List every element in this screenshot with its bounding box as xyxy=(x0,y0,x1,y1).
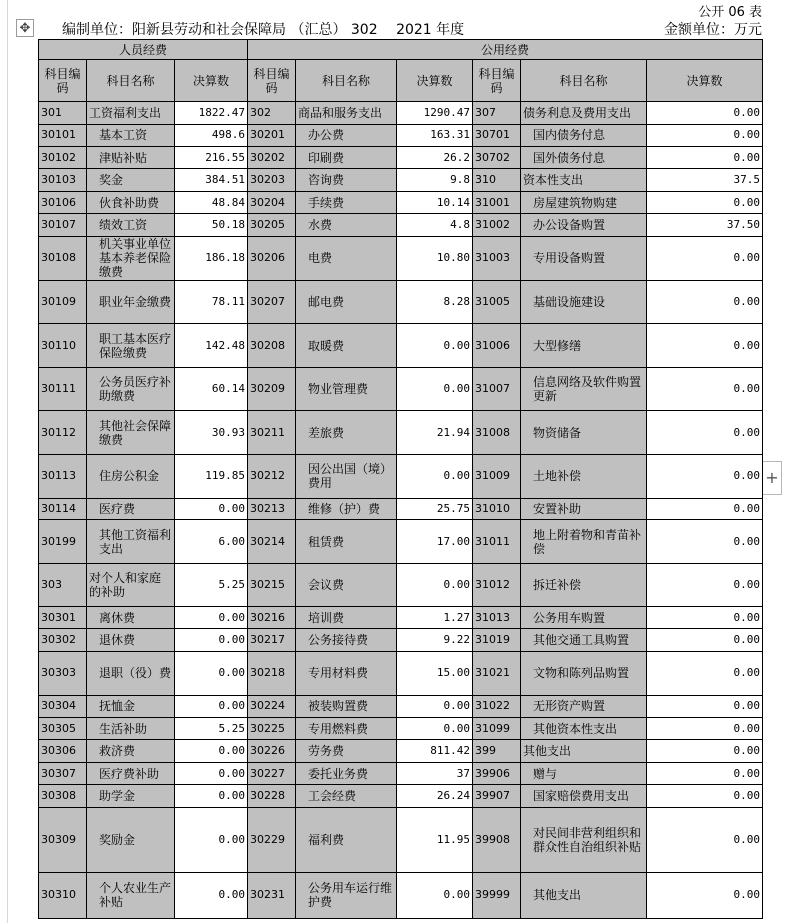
unit-label: 编制单位：阳新县劳动和社会保障局 （汇总） 302 xyxy=(62,22,378,38)
subject-name-cell: 国家赔偿费用支出 xyxy=(521,785,647,807)
amount-cell: 0.00 xyxy=(647,498,763,519)
amount-cell: 4.8 xyxy=(397,214,473,236)
amount-cell: 0.00 xyxy=(647,564,763,607)
subject-name-cell: 专用设备购置 xyxy=(521,236,647,280)
amount-unit: 金额单位：万元 xyxy=(664,22,762,38)
subject-name-cell: 维修（护）费 xyxy=(296,498,397,519)
amount-cell: 26.2 xyxy=(397,147,473,169)
col-name: 科目名称 xyxy=(87,60,175,102)
amount-cell: 5.25 xyxy=(175,717,248,739)
subject-name-cell: 专用燃料费 xyxy=(296,717,397,739)
subject-code-cell: 30113 xyxy=(39,454,87,498)
amount-cell: 0.00 xyxy=(647,280,763,324)
subject-name-cell: 对个人和家庭的补助 xyxy=(87,564,175,607)
subject-name-cell: 咨询费 xyxy=(296,169,397,191)
subject-code-cell: 31021 xyxy=(473,651,521,695)
amount-cell: 0.00 xyxy=(175,498,248,519)
subject-code-cell: 30101 xyxy=(39,124,87,146)
subject-code-cell: 31003 xyxy=(473,236,521,280)
amount-cell: 0.00 xyxy=(647,454,763,498)
subject-name-cell: 对民间非营利组织和群众性自治组织补贴 xyxy=(521,807,647,872)
subject-code-cell: 30224 xyxy=(248,695,296,717)
subject-code-cell: 307 xyxy=(473,102,521,124)
subject-code-cell: 30112 xyxy=(39,411,87,455)
amount-cell: 6.00 xyxy=(175,520,248,564)
subject-name-cell: 福利费 xyxy=(296,807,397,872)
subject-name-cell: 医疗费补助 xyxy=(87,762,175,784)
subject-code-cell: 302 xyxy=(248,102,296,124)
subject-code-cell: 31002 xyxy=(473,214,521,236)
amount-cell: 0.00 xyxy=(397,564,473,607)
subject-name-cell: 债务利息及费用支出 xyxy=(521,102,647,124)
subject-code-cell: 30216 xyxy=(248,606,296,628)
table-row xyxy=(39,214,763,236)
col-name: 科目名称 xyxy=(296,60,397,102)
subject-name-cell: 资本性支出 xyxy=(521,169,647,191)
subject-name-cell: 水费 xyxy=(296,214,397,236)
table-row xyxy=(39,454,763,498)
subject-name-cell: 其他社会保障缴费 xyxy=(87,411,175,455)
subject-code-cell: 30203 xyxy=(248,169,296,191)
subject-name-cell: 拆迁补偿 xyxy=(521,564,647,607)
subject-code-cell: 31007 xyxy=(473,368,521,411)
subject-name-cell: 取暖费 xyxy=(296,324,397,368)
amount-cell: 11.95 xyxy=(397,807,473,872)
amount-cell: 0.00 xyxy=(647,762,763,784)
table-row xyxy=(39,762,763,784)
table-row xyxy=(39,695,763,717)
table-row xyxy=(39,102,763,124)
amount-cell: 0.00 xyxy=(175,651,248,695)
amount-cell: 0.00 xyxy=(647,191,763,213)
subject-code-cell: 30215 xyxy=(248,564,296,607)
subject-code-cell: 30305 xyxy=(39,717,87,739)
subject-code-cell: 39999 xyxy=(473,872,521,918)
amount-cell: 0.00 xyxy=(647,807,763,872)
amount-cell: 0.00 xyxy=(175,872,248,918)
subject-name-cell: 生活补助 xyxy=(87,717,175,739)
subject-code-cell: 39907 xyxy=(473,785,521,807)
subject-code-cell: 39908 xyxy=(473,807,521,872)
subject-name-cell: 退休费 xyxy=(87,629,175,651)
subject-code-cell: 31019 xyxy=(473,629,521,651)
amount-cell: 0.00 xyxy=(175,785,248,807)
amount-cell: 0.00 xyxy=(175,629,248,651)
subject-name-cell: 信息网络及软件购置更新 xyxy=(521,368,647,411)
subject-name-cell: 基本工资 xyxy=(87,124,175,146)
subject-code-cell: 399 xyxy=(473,740,521,762)
col-code: 科目编码 xyxy=(248,60,296,102)
subject-code-cell: 30225 xyxy=(248,717,296,739)
amount-cell: 0.00 xyxy=(647,717,763,739)
subject-name-cell: 被装购置费 xyxy=(296,695,397,717)
subject-code-cell: 30204 xyxy=(248,191,296,213)
fiscal-year: 2021 年度 xyxy=(396,22,465,38)
subject-code-cell: 30110 xyxy=(39,324,87,368)
amount-cell: 384.51 xyxy=(175,169,248,191)
subject-name-cell: 退职（役）费 xyxy=(87,651,175,695)
subject-code-cell: 30111 xyxy=(39,368,87,411)
table-row xyxy=(39,717,763,739)
subject-name-cell: 奖金 xyxy=(87,169,175,191)
subject-name-cell: 办公费 xyxy=(296,124,397,146)
subject-name-cell: 工会经费 xyxy=(296,785,397,807)
subject-name-cell: 物资储备 xyxy=(521,411,647,455)
subject-code-cell: 30202 xyxy=(248,147,296,169)
subject-code-cell: 30211 xyxy=(248,411,296,455)
subject-name-cell: 津贴补贴 xyxy=(87,147,175,169)
amount-cell: 0.00 xyxy=(175,695,248,717)
amount-cell: 48.84 xyxy=(175,191,248,213)
subject-name-cell: 商品和服务支出 xyxy=(296,102,397,124)
table-row xyxy=(39,785,763,807)
subject-name-cell: 房屋建筑物购建 xyxy=(521,191,647,213)
subject-code-cell: 30103 xyxy=(39,169,87,191)
subject-name-cell: 医疗费 xyxy=(87,498,175,519)
subject-code-cell: 30199 xyxy=(39,520,87,564)
subject-name-cell: 公务接待费 xyxy=(296,629,397,651)
subject-code-cell: 31010 xyxy=(473,498,521,519)
table-row xyxy=(39,324,763,368)
amount-cell: 0.00 xyxy=(175,762,248,784)
subject-code-cell: 30229 xyxy=(248,807,296,872)
amount-cell: 119.85 xyxy=(175,454,248,498)
amount-cell: 0.00 xyxy=(175,606,248,628)
subject-code-cell: 31005 xyxy=(473,280,521,324)
subject-name-cell: 委托业务费 xyxy=(296,762,397,784)
amount-cell: 37.50 xyxy=(647,214,763,236)
amount-cell: 0.00 xyxy=(397,717,473,739)
subject-name-cell: 办公设备购置 xyxy=(521,214,647,236)
subject-code-cell: 30209 xyxy=(248,368,296,411)
amount-cell: 37.5 xyxy=(647,169,763,191)
subject-code-cell: 30114 xyxy=(39,498,87,519)
table-row xyxy=(39,872,763,918)
subject-name-cell: 助学金 xyxy=(87,785,175,807)
subject-name-cell: 电费 xyxy=(296,236,397,280)
amount-cell: 15.00 xyxy=(397,651,473,695)
subject-name-cell: 其他支出 xyxy=(521,740,647,762)
subject-code-cell: 30102 xyxy=(39,147,87,169)
amount-cell: 0.00 xyxy=(175,740,248,762)
subject-code-cell: 30213 xyxy=(248,498,296,519)
amount-cell: 9.22 xyxy=(397,629,473,651)
subject-name-cell: 文物和陈列品购置 xyxy=(521,651,647,695)
subject-name-cell: 大型修缮 xyxy=(521,324,647,368)
subject-code-cell: 30208 xyxy=(248,324,296,368)
subject-name-cell: 培训费 xyxy=(296,606,397,628)
subject-code-cell: 310 xyxy=(473,169,521,191)
amount-cell: 0.00 xyxy=(397,695,473,717)
subject-code-cell: 30308 xyxy=(39,785,87,807)
subject-code-cell: 301 xyxy=(39,102,87,124)
col-amount: 决算数 xyxy=(647,60,763,102)
subject-code-cell: 31006 xyxy=(473,324,521,368)
subject-code-cell: 30109 xyxy=(39,280,87,324)
amount-cell: 498.6 xyxy=(175,124,248,146)
amount-cell: 0.00 xyxy=(647,651,763,695)
amount-cell: 0.00 xyxy=(647,872,763,918)
amount-cell: 9.8 xyxy=(397,169,473,191)
subject-name-cell: 机关事业单位基本养老保险缴费 xyxy=(87,236,175,280)
table-row xyxy=(39,236,763,280)
subject-code-cell: 31012 xyxy=(473,564,521,607)
subject-name-cell: 租赁费 xyxy=(296,520,397,564)
amount-cell: 1.27 xyxy=(397,606,473,628)
table-row xyxy=(39,280,763,324)
table-move-handle-icon[interactable]: ✥ xyxy=(16,19,34,37)
subject-code-cell: 30228 xyxy=(248,785,296,807)
public-header: 公用经费 xyxy=(248,40,763,60)
amount-cell: 60.14 xyxy=(175,368,248,411)
subject-name-cell: 工资福利支出 xyxy=(87,102,175,124)
personnel-header: 人员经费 xyxy=(39,40,248,60)
subject-code-cell: 30303 xyxy=(39,651,87,695)
subject-name-cell: 因公出国（境）费用 xyxy=(296,454,397,498)
amount-cell: 0.00 xyxy=(647,785,763,807)
subject-code-cell: 30205 xyxy=(248,214,296,236)
subject-name-cell: 救济费 xyxy=(87,740,175,762)
table-row xyxy=(39,191,763,213)
subject-name-cell: 公务用车运行维护费 xyxy=(296,872,397,918)
subject-name-cell: 国内债务付息 xyxy=(521,124,647,146)
subject-code-cell: 31013 xyxy=(473,606,521,628)
subject-name-cell: 职工基本医疗保险缴费 xyxy=(87,324,175,368)
amount-cell: 0.00 xyxy=(647,740,763,762)
subject-code-cell: 31001 xyxy=(473,191,521,213)
subject-code-cell: 30302 xyxy=(39,629,87,651)
amount-cell: 30.93 xyxy=(175,411,248,455)
subject-code-cell: 30301 xyxy=(39,606,87,628)
subject-name-cell: 个人农业生产补贴 xyxy=(87,872,175,918)
subject-code-cell: 30107 xyxy=(39,214,87,236)
expenditure-table xyxy=(38,39,763,919)
subject-code-cell: 31011 xyxy=(473,520,521,564)
amount-cell: 0.00 xyxy=(647,124,763,146)
subject-code-cell: 30231 xyxy=(248,872,296,918)
subject-code-cell: 30108 xyxy=(39,236,87,280)
group-header-row xyxy=(39,40,763,60)
amount-cell: 0.00 xyxy=(397,872,473,918)
table-row xyxy=(39,651,763,695)
table-row xyxy=(39,411,763,455)
amount-cell: 26.24 xyxy=(397,785,473,807)
amount-cell: 25.75 xyxy=(397,498,473,519)
amount-cell: 0.00 xyxy=(647,324,763,368)
amount-cell: 0.00 xyxy=(647,368,763,411)
subject-code-cell: 30227 xyxy=(248,762,296,784)
amount-cell: 811.42 xyxy=(397,740,473,762)
col-code: 科目编码 xyxy=(473,60,521,102)
table-row xyxy=(39,368,763,411)
amount-cell: 216.55 xyxy=(175,147,248,169)
table-row xyxy=(39,807,763,872)
amount-cell: 0.00 xyxy=(647,102,763,124)
subject-code-cell: 30206 xyxy=(248,236,296,280)
subject-name-cell: 其他交通工具购置 xyxy=(521,629,647,651)
table-row xyxy=(39,564,763,607)
amount-cell: 10.14 xyxy=(397,191,473,213)
subject-name-cell: 基础设施建设 xyxy=(521,280,647,324)
subject-code-cell: 30207 xyxy=(248,280,296,324)
amount-cell: 163.31 xyxy=(397,124,473,146)
col-code: 科目编码 xyxy=(39,60,87,102)
column-header-row xyxy=(39,60,763,102)
subject-code-cell: 30306 xyxy=(39,740,87,762)
subject-name-cell: 安置补助 xyxy=(521,498,647,519)
amount-cell: 37 xyxy=(397,762,473,784)
subject-code-cell: 31008 xyxy=(473,411,521,455)
col-amount: 决算数 xyxy=(175,60,248,102)
amount-cell: 17.00 xyxy=(397,520,473,564)
subject-code-cell: 30201 xyxy=(248,124,296,146)
amount-cell: 50.18 xyxy=(175,214,248,236)
table-row xyxy=(39,740,763,762)
subject-code-cell: 30309 xyxy=(39,807,87,872)
subject-name-cell: 国外债务付息 xyxy=(521,147,647,169)
subject-code-cell: 30304 xyxy=(39,695,87,717)
subject-code-cell: 30212 xyxy=(248,454,296,498)
subject-code-cell: 31099 xyxy=(473,717,521,739)
amount-cell: 186.18 xyxy=(175,236,248,280)
subject-code-cell: 31022 xyxy=(473,695,521,717)
subject-code-cell: 39906 xyxy=(473,762,521,784)
amount-cell: 0.00 xyxy=(175,807,248,872)
subject-code-cell: 30218 xyxy=(248,651,296,695)
table-row xyxy=(39,124,763,146)
amount-cell: 0.00 xyxy=(397,324,473,368)
table-row xyxy=(39,520,763,564)
subject-name-cell: 邮电费 xyxy=(296,280,397,324)
subject-name-cell: 其他工资福利支出 xyxy=(87,520,175,564)
amount-cell: 78.11 xyxy=(175,280,248,324)
subject-code-cell: 30214 xyxy=(248,520,296,564)
amount-cell: 0.00 xyxy=(647,147,763,169)
amount-cell: 8.28 xyxy=(397,280,473,324)
table-row xyxy=(39,629,763,651)
amount-cell: 1822.47 xyxy=(175,102,248,124)
table-row xyxy=(39,169,763,191)
subject-name-cell: 专用材料费 xyxy=(296,651,397,695)
subject-name-cell: 劳务费 xyxy=(296,740,397,762)
subject-name-cell: 职业年金缴费 xyxy=(87,280,175,324)
amount-cell: 0.00 xyxy=(647,520,763,564)
amount-cell: 21.94 xyxy=(397,411,473,455)
subject-name-cell: 手续费 xyxy=(296,191,397,213)
subject-code-cell: 30217 xyxy=(248,629,296,651)
amount-cell: 1290.47 xyxy=(397,102,473,124)
compiling-unit xyxy=(62,19,478,39)
subject-name-cell: 差旅费 xyxy=(296,411,397,455)
subject-code-cell: 30702 xyxy=(473,147,521,169)
add-row-button[interactable]: + xyxy=(762,461,782,495)
page-edge xyxy=(3,0,8,923)
subject-code-cell: 303 xyxy=(39,564,87,607)
subject-name-cell: 绩效工资 xyxy=(87,214,175,236)
table-row xyxy=(39,498,763,519)
table-row xyxy=(39,606,763,628)
amount-cell: 0.00 xyxy=(397,368,473,411)
amount-cell: 0.00 xyxy=(397,454,473,498)
amount-cell: 5.25 xyxy=(175,564,248,607)
col-amount: 决算数 xyxy=(397,60,473,102)
subject-name-cell: 抚恤金 xyxy=(87,695,175,717)
subject-name-cell: 赠与 xyxy=(521,762,647,784)
subject-name-cell: 土地补偿 xyxy=(521,454,647,498)
form-number: 公开 06 表 xyxy=(698,5,762,20)
subject-name-cell: 奖励金 xyxy=(87,807,175,872)
subject-code-cell: 30310 xyxy=(39,872,87,918)
amount-cell: 10.80 xyxy=(397,236,473,280)
subject-code-cell: 30106 xyxy=(39,191,87,213)
col-name: 科目名称 xyxy=(521,60,647,102)
amount-cell: 142.48 xyxy=(175,324,248,368)
subject-name-cell: 公务员医疗补助缴费 xyxy=(87,368,175,411)
subject-name-cell: 伙食补助费 xyxy=(87,191,175,213)
subject-name-cell: 离休费 xyxy=(87,606,175,628)
subject-code-cell: 31009 xyxy=(473,454,521,498)
subject-name-cell: 地上附着物和青苗补偿 xyxy=(521,520,647,564)
subject-name-cell: 物业管理费 xyxy=(296,368,397,411)
subject-code-cell: 30307 xyxy=(39,762,87,784)
subject-name-cell: 其他资本性支出 xyxy=(521,717,647,739)
amount-cell: 0.00 xyxy=(647,236,763,280)
amount-cell: 0.00 xyxy=(647,411,763,455)
subject-name-cell: 住房公积金 xyxy=(87,454,175,498)
amount-cell: 0.00 xyxy=(647,629,763,651)
amount-cell: 0.00 xyxy=(647,695,763,717)
subject-code-cell: 30226 xyxy=(248,740,296,762)
subject-name-cell: 印刷费 xyxy=(296,147,397,169)
subject-name-cell: 会议费 xyxy=(296,564,397,607)
subject-code-cell: 30701 xyxy=(473,124,521,146)
table-row xyxy=(39,147,763,169)
amount-cell: 0.00 xyxy=(647,606,763,628)
subject-name-cell: 无形资产购置 xyxy=(521,695,647,717)
subject-name-cell: 公务用车购置 xyxy=(521,606,647,628)
subject-name-cell: 其他支出 xyxy=(521,872,647,918)
